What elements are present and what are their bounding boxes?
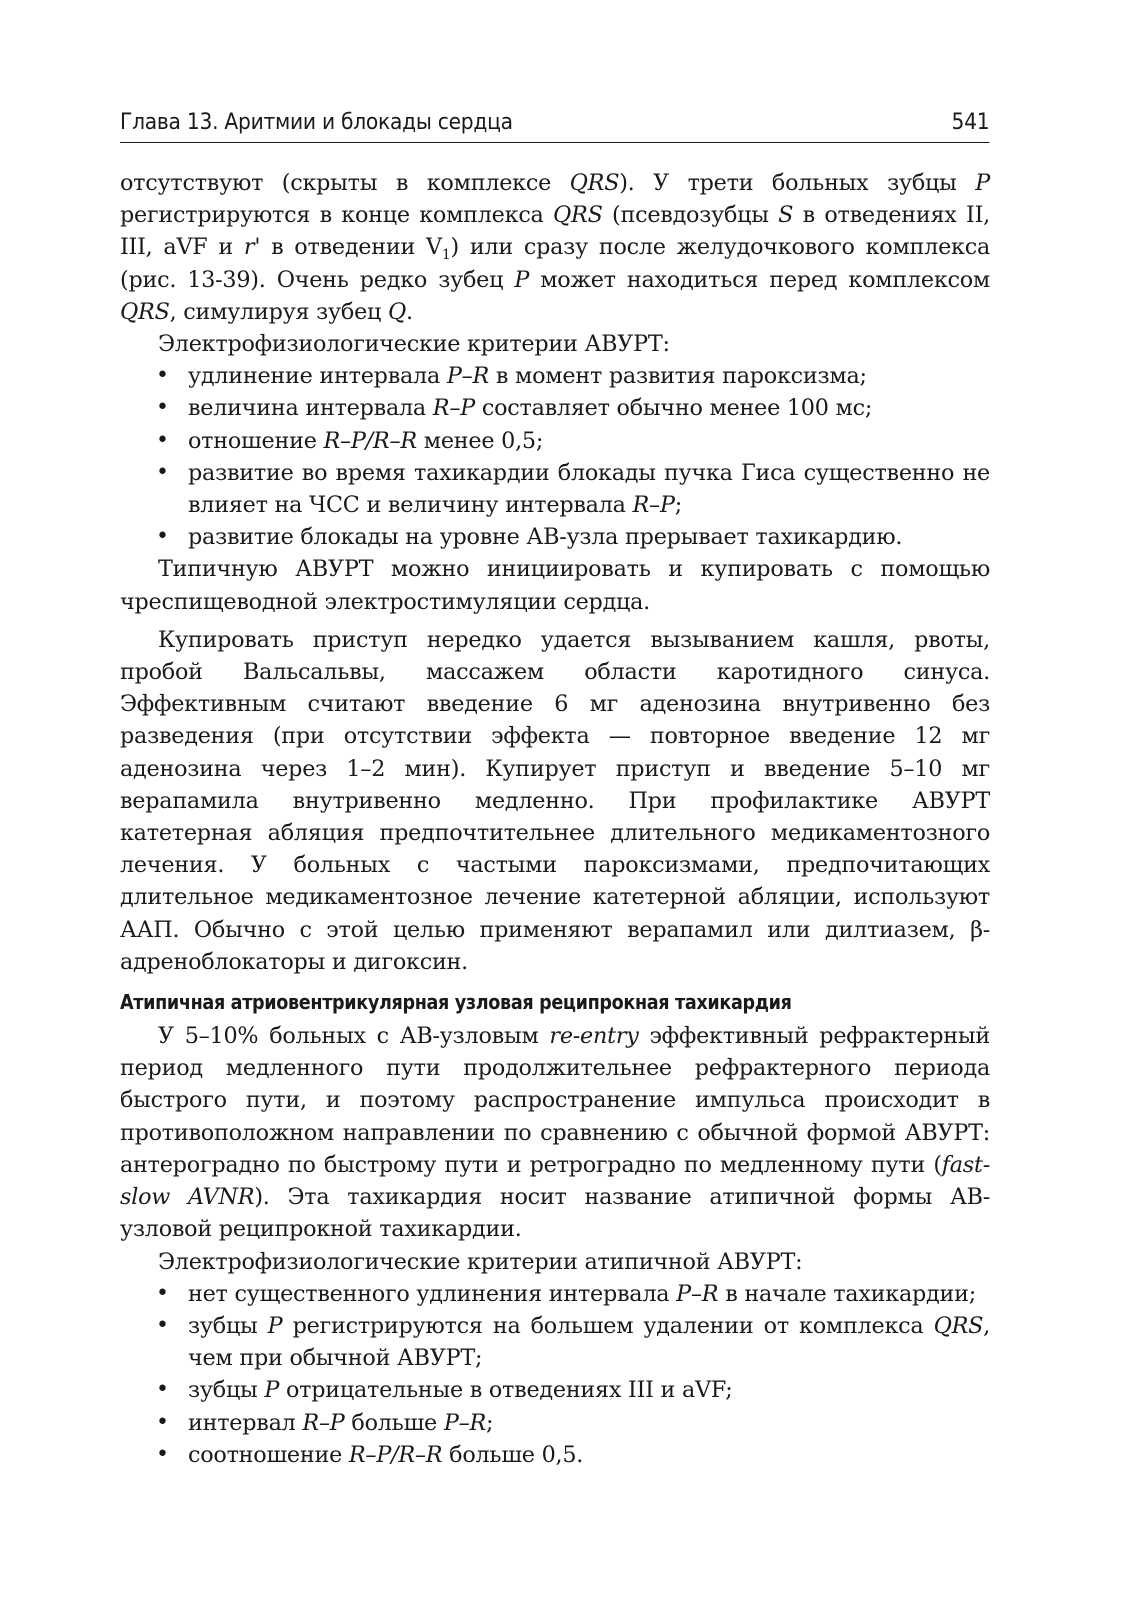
- list-item: • развитие во время тахикардии блокады пучка Гиса существенно не влияет на ЧСС и величину интервала R–P;: [120, 457, 990, 521]
- atypical-criteria-list: [120, 1278, 990, 1471]
- section-heading: Атипичная атриовентрикулярная узловая реципрокная тахикардия: [120, 990, 792, 1015]
- criteria-list: [120, 360, 990, 553]
- list-item: • интервал R–P больше P–R;: [120, 1407, 990, 1439]
- list-item: • величина интервала R–P составляет обычно менее 100 мс;: [120, 392, 990, 424]
- page-number: 541: [951, 109, 990, 135]
- paragraph-esophageal-stimulation: Типичную АВУРТ можно инициировать и купировать с помощью чреспищеводной электростимуляции сердца.: [120, 556, 990, 615]
- book-page: [120, 108, 990, 1471]
- list-item: • отношение R–P/R–R менее 0,5;: [120, 425, 990, 457]
- paragraph-atypical-avnrt: У 5–10% больных с АВ-узловым re-entry эффективный рефрактерный период медленного пути продолжительнее рефрактерного периода быстрого пути, и поэтому распространение импульса происходит в противоположном направлении по сравнению с обычной формой АВУРТ: антероградно по быстрому пути и ретроградно по медленному пути (fast-slow AVNR). Эта тахикардия носит название атипичной формы АВ-узловой реципрокной тахикардии.: [120, 1023, 991, 1243]
- criteria-intro: Электрофизиологические критерии АВУРТ:: [158, 331, 670, 358]
- list-item: • зубцы P регистрируются на большем удалении от комплекса QRS, чем при обычной АВУРТ;: [120, 1310, 990, 1374]
- list-item: • нет существенного удлинения интервала P–R в начале тахикардии;: [120, 1278, 990, 1310]
- list-item: • соотношение R–P/R–R больше 0,5.: [120, 1439, 990, 1471]
- page-content: [120, 167, 990, 1471]
- paragraph-qrs-continuation: отсутствуют (скрыты в комплексе QRS). У трети больных зубцы P регистрируются в конце комплекса QRS (псевдозубцы S в отведениях II, III, aVF и r' в отведении $V_1$) или сразу после желудочкового комплекса (рис. 13-39). Очень редко зубец P может находиться перед комплексом QRS, симулируя зубец Q.: [120, 170, 991, 325]
- chapter-title: Глава 13. Аритмии и блокады сердца: [120, 109, 513, 135]
- running-header: [120, 108, 989, 143]
- paragraph-treatment: Купировать приступ нередко удается вызыванием кашля, рвоты, пробой Вальсальвы, массажем области каротидного синуса. Эффективным считают введение 6 мг аденозина внутривенно без разведения (при отсутствии эффекта — повторное введение 12 мг аденозина через 1–2 мин). Купирует приступ и введение 5–10 мг верапамила внутривенно медленно. При профилактике АВУРТ катетерная абляция предпочтительнее длительного медикаментозного лечения. У больных с частыми пароксизмами, предпочитающих длительное медикаментозное лечение катетерной абляции, используют ААП. Обычно с этой целью применяют верапамил или дилтиазем, β-адреноблокаторы и дигоксин.: [120, 626, 990, 975]
- list-item: • развитие блокады на уровне АВ-узла прерывает тахикардию.: [120, 521, 990, 553]
- list-item: • удлинение интервала P–R в момент развития пароксизма;: [120, 360, 990, 392]
- atypical-criteria-intro: Электрофизиологические критерии атипичной АВУРТ:: [158, 1248, 803, 1275]
- list-item: • зубцы P отрицательные в отведениях III и aVF;: [120, 1374, 990, 1406]
